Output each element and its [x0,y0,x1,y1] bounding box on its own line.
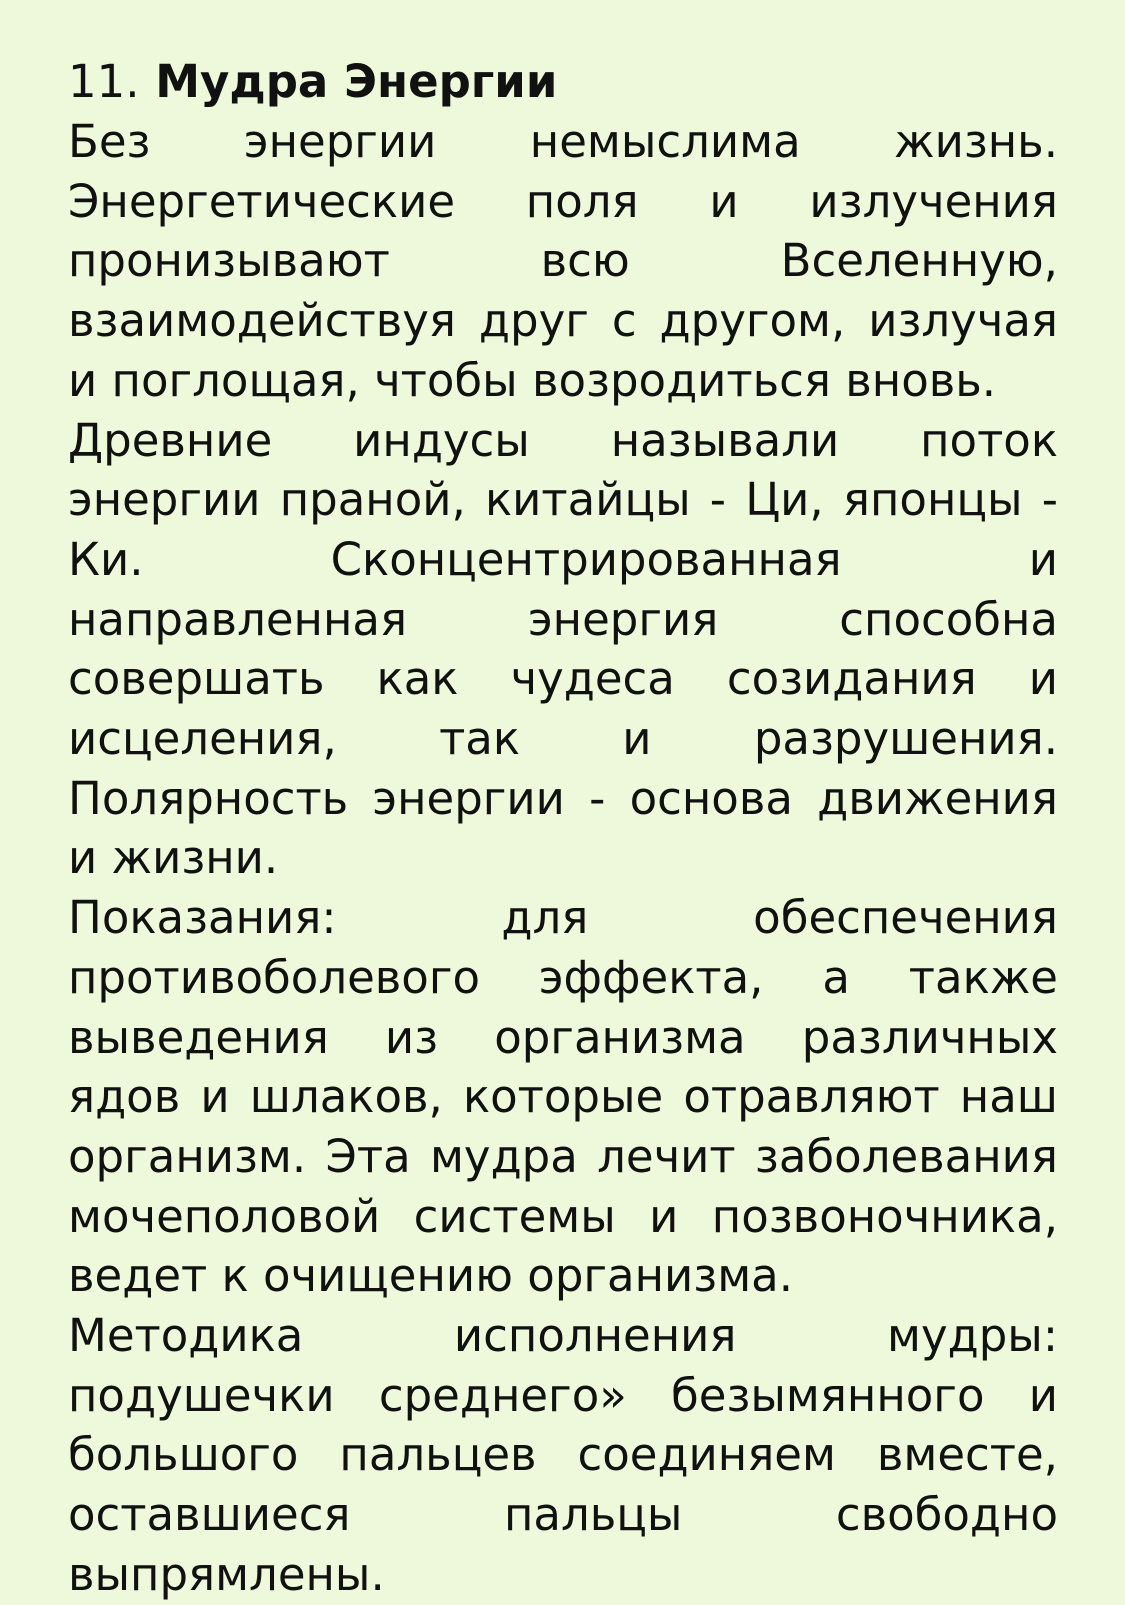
paragraph-history: Древние индусы называли поток энергии праной, китайцы - Ци, японцы - Ки. Сконцентрированная и направленная энергия способна совершать как чудеса созидания и исцеления, так и разрушения. Полярность энергии - основа движения и жизни. [68,413,1058,885]
paragraph-intro: Без энергии немыслима жизнь. Энергетические поля и излучения пронизывают всю Вселенную, взаимодействуя друг с другом, излучая и поглощая, чтобы возродиться вновь. [68,115,1058,407]
section-heading [68,52,1058,112]
paragraph-indications: Показания: для обеспечения противоболевого эффекта, а также выведения из организма различных ядов и шлаков, которые отравляют наш организм. Эта мудра лечит заболевания мочеполовой системы и позвоночника, ведет к очищению организма. [68,891,1058,1303]
section-title: Мудра Энергии [155,55,558,108]
document-page [68,52,1058,1605]
paragraph-method: Методика исполнения мудры: подушечки среднего» безымянного и большого пальцев соединяем вместе, оставшиеся пальцы свободно выпрямлены. [68,1309,1058,1601]
section-number: 11. [68,55,140,108]
